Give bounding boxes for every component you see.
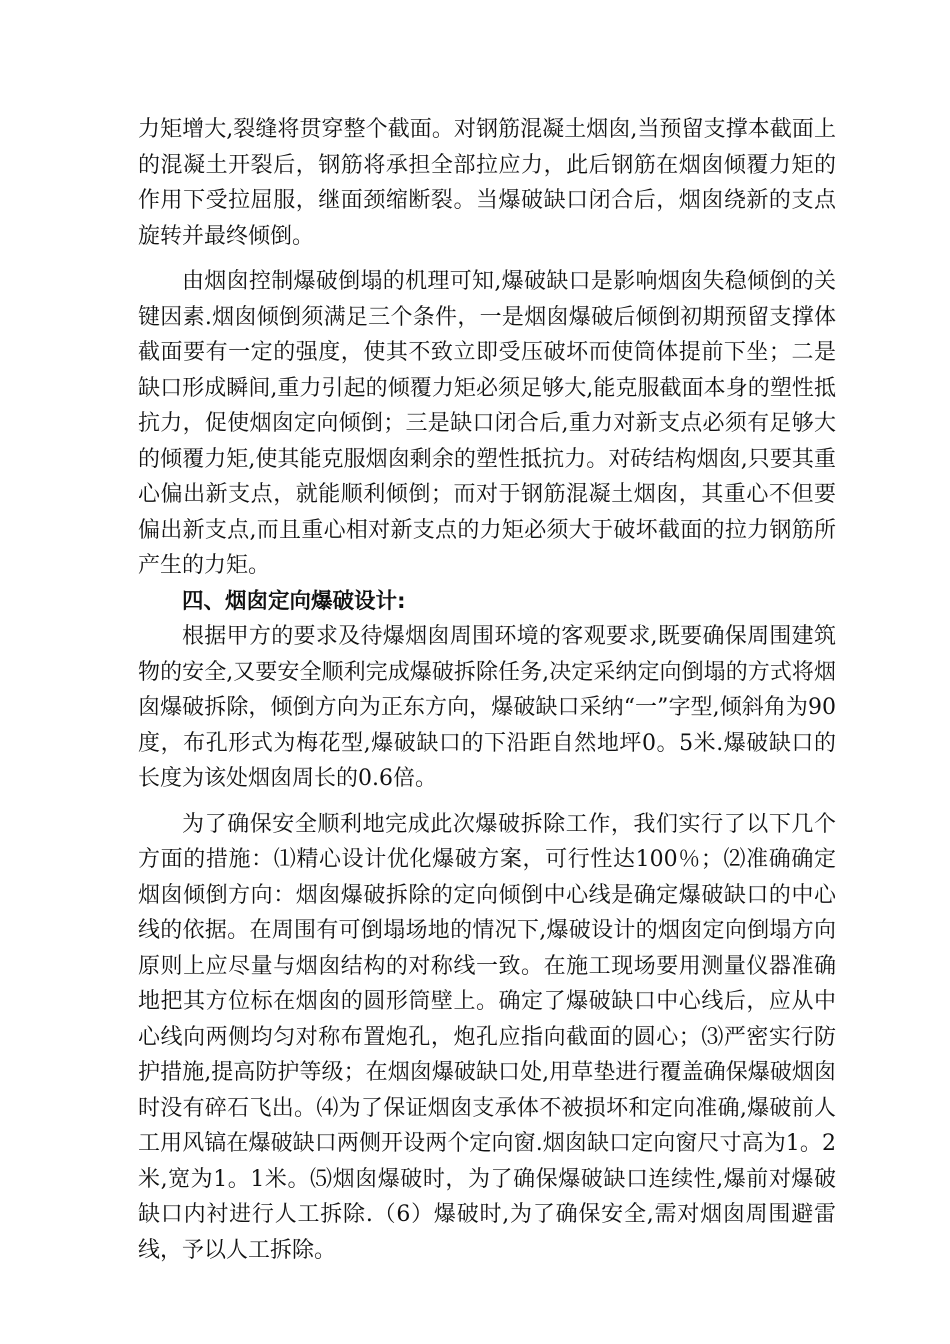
paragraph-collapse-conditions: 由烟囱控制爆破倒塌的机理可知,爆破缺口是影响烟囱失稳倾倒的关键因素.烟囱倾倒须满足三个条件，一是烟囱爆破后倾倒初期预留支撑体截面要有一定的强度，使其不致立即受压破坏而使筒体提前下坐；二是缺口形成瞬间,重力引起的倾覆力矩必须足够大,能克服截面本身的塑性抵抗力，促使烟囱定向倾倒；三是缺口闭合后,重力对新支点必须有足够大的倾覆力矩,使其能克服烟囱剩余的塑性抵抗力。对砖结构烟囱,只要其重心偏出新支点，就能顺利倾倒；而对于钢筋混凝土烟囱，其重心不但要偏出新支点,而且重心相对新支点的力矩必须大于破坏截面的拉力钢筋所产生的力矩。	[138, 269, 836, 578]
paragraph-design-scheme: 根据甲方的要求及待爆烟囱周围环境的客观要求,既要确保周围建筑物的安全,又要安全顺利完成爆破拆除任务,决定采纳定向倒塌的方式将烟囱爆破拆除，倾倒方向为正东方向，爆破缺口采纳“一”字型,倾斜角为90度，布孔形式为梅花型,爆破缺口的下沿距自然地坪0。5米.爆破缺口的长度为该处烟囱周长的0.6倍。	[138, 624, 836, 791]
paragraph-collapse-mechanism-end: 力矩增大,裂缝将贯穿整个截面。对钢筋混凝土烟囱,当预留支撑本截面上的混凝土开裂后，钢筋将承担全部拉应力，此后钢筋在烟囱倾覆力矩的作用下受拉屈服，继面颈缩断裂。当爆破缺口闭合后，烟囱绕新的支点旋转并最终倾倒。	[138, 117, 836, 249]
section-heading: 四、烟囱定向爆破设计:	[182, 588, 406, 614]
paragraph-safety-measures: 为了确保安全顺利地完成此次爆破拆除工作，我们实行了以下几个方面的措施：⑴精心设计优化爆破方案，可行性达100％；⑵准确确定烟囱倾倒方向：烟囱爆破拆除的定向倾倒中心线是确定爆破缺口的中心线的依据。在周围有可倒塌场地的情况下,爆破设计的烟囱定向倒塌方向原则上应尽量与烟囱结构的对称线一致。在施工现场要用测量仪器准确地把其方位标在烟囱的圆形筒壁上。确定了爆破缺口中心线后，应从中心线向两侧均匀对称布置炮孔，炮孔应指向截面的圆心；⑶严密实行防护措施,提高防护等级；在烟囱爆破缺口处,用草垫进行覆盖确保爆破烟囱时没有碎石飞出。⑷为了保证烟囱支承体不被损坏和定向准确,爆破前人工用风镐在爆破缺口两侧开设两个定向窗.烟囱缺口定向窗尺寸高为1。2米,宽为1。1米。⑸烟囱爆破时，为了确保爆破缺口连续性,爆前对爆破缺口内衬进行人工拆除.（6）爆破时,为了确保安全,需对烟囱周围避雷线，予以人工拆除。	[138, 811, 836, 1263]
document-page	[138, 112, 836, 1268]
